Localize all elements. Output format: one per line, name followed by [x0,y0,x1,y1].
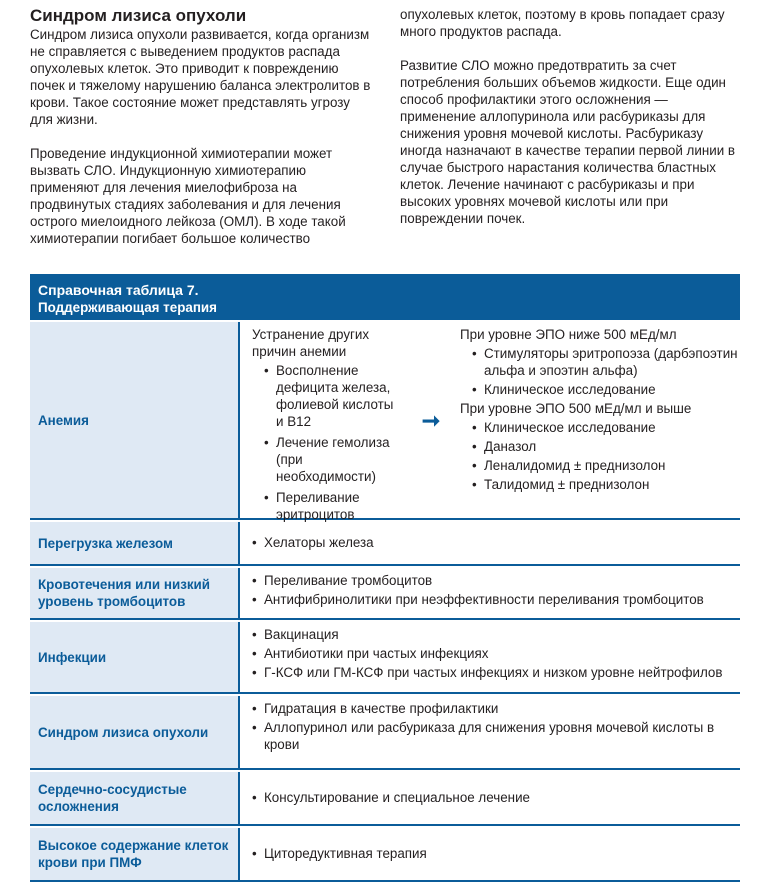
list-item: • Аллопуринол или расбуриказа для снижения уровня мочевой кислоты в крови [252,719,740,753]
list-item: • Г-КСФ или ГМ-КСФ при частых инфекциях и низком уровне нейтрофилов [252,664,740,681]
table-row [30,620,740,694]
list-item: • Антибиотики при частых инфекциях [252,645,740,662]
reference-table [30,274,740,882]
article-right-column [400,6,740,244]
list-item: • Талидомид ± преднизолон [472,476,740,493]
table-row [30,826,740,882]
row-content [238,522,740,564]
list-item: • Циторедуктивная терапия [252,845,427,862]
paragraph-2: Проведение индукционной химиотерапии может вызвать СЛО. Индукционную химиотерапию применяют для лечения миелофиброза на продвинутых стадиях заболевания и для лечения острого миелоидного лейкоза (ОМЛ). В ходе такой химиотерапии погибает большое количество [30,146,346,246]
list-item: • Леналидомид ± преднизолон [472,457,740,474]
list-item: • Стимуляторы эритропоэза (дарбэпоэтин альфа и эпоэтин альфа) [472,345,740,379]
table-header [30,274,740,320]
list-item: • Клиническое исследование [472,419,740,436]
table-row [30,770,740,826]
table-subtitle: Поддерживающая терапия [38,300,217,315]
article-left-column [30,6,375,264]
section-title: Синдром лизиса опухоли [30,6,247,25]
row-content [238,828,740,880]
anemia-lead: Устранение других причин анемии [252,327,370,359]
epo-high-label: При уровне ЭПО 500 мЕд/мл и выше [460,401,692,416]
list-item: • Лечение гемолиза (при необходимости) [264,434,402,485]
row-label: Сердечно-сосудистые осложнения [30,772,238,824]
anemia-content [238,322,740,522]
table-title: Справочная таблица 7. [38,282,199,298]
row-label: Инфекции [30,622,238,692]
row-content [238,622,740,692]
list-item: • Переливание эритроцитов [264,489,402,523]
list-item: • Консультирование и специальное лечение [252,789,530,806]
anemia-causes [252,326,402,522]
anemia-epo-levels [460,326,740,514]
list-item: • Переливание тромбоцитов [252,572,740,589]
table-row [30,694,740,770]
paragraph-3: опухолевых клеток, поэтому в кровь попадает сразу много продуктов распада. [400,7,725,39]
row-label: Высокое содержание клеток крови при ПМФ [30,828,238,880]
list-item: • Антифибринолитики при неэффективности переливания тромбоцитов [252,591,740,608]
paragraph-1: Синдром лизиса опухоли развивается, когда организм не справляется с выведением продуктов распада опухолевых клеток. Это приводит к повреждению почек и тяжелому нарушению баланса электролитов в крови. Такое состояние может представлять угрозу для жизни. [30,27,371,127]
row-label: Синдром лизиса опухоли [30,696,238,768]
list-item: • Гидратация в качестве профилактики [252,700,740,717]
table-row [30,520,740,566]
row-label: Кровотечения или низкий уровень тромбоцитов [30,568,238,618]
table-row-anemia [30,320,740,520]
arrow-right-icon: ➞ [421,407,441,433]
row-content [238,772,740,824]
epo-low-label: При уровне ЭПО ниже 500 мЕд/мл [460,327,677,342]
list-item: • Даназол [472,438,740,455]
table-row [30,566,740,620]
list-item: • Вакцинация [252,626,740,643]
list-item: • Хелаторы железа [252,534,374,551]
paragraph-4: Развитие СЛО можно предотвратить за счет потребления больших объемов жидкости. Еще один способ профилактики этого осложнения — применение аллопуринола или расбуриказы для снижения уровня мочевой кислоты. Расбуриказу иногда назначают в качестве терапии первой линии в случае быстрого нарастания количества бластных клеток. Лечение начинают с расбуриказы и при высоких уровнях мочевой кислоты или при повреждении почек. [400,58,736,226]
list-item: • Восполнение дефицита железа, фолиевой кислоты и B12 [264,362,402,430]
row-content [238,568,740,618]
row-content [238,696,740,768]
list-item: • Клиническое исследование [472,381,740,398]
row-label: Анемия [30,322,238,518]
row-label: Перегрузка железом [30,522,238,564]
